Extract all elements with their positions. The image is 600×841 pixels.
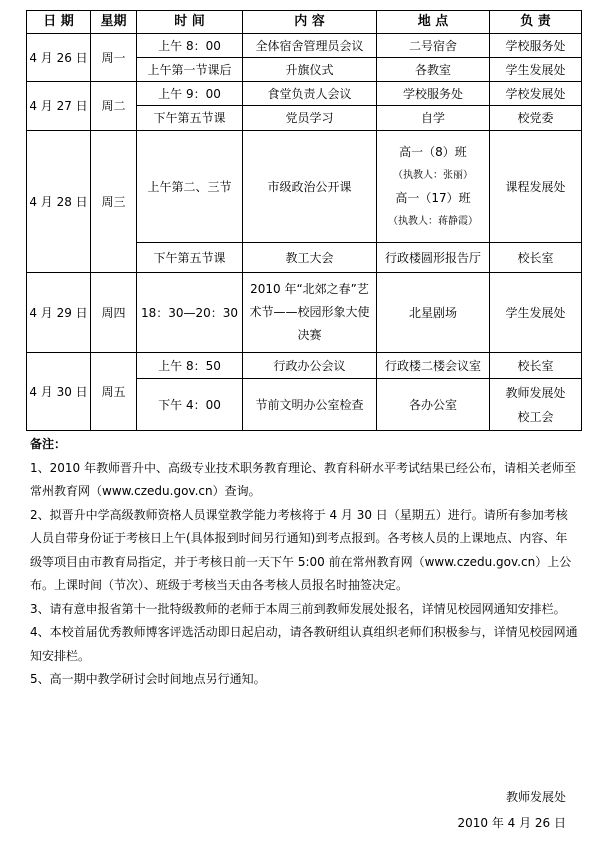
table-row — [27, 273, 582, 353]
table-row — [27, 82, 582, 106]
note-item-5: 5、高一期中教学研讨会时间地点另行通知。 — [30, 672, 266, 686]
place-cell: 学校服务处 — [377, 82, 490, 106]
teacher-note-2: （执教人：蒋静霞） — [388, 215, 478, 227]
time-cell: 上午 8：50 — [137, 353, 243, 379]
date-cell: 4 月 27 日 — [27, 82, 91, 131]
owner-cell: 校长室 — [490, 243, 582, 273]
place-class-2: 高一（17）班 — [395, 190, 471, 205]
owner-cell: 校长室 — [490, 353, 582, 379]
place-cell: 行政楼二楼会议室 — [377, 353, 490, 379]
content-cell: 2010 年“北郊之春”艺术节——校园形象大使决赛 — [243, 273, 377, 353]
content-cell: 行政办公会议 — [243, 353, 377, 379]
place-cell: 各教室 — [377, 58, 490, 82]
note-item-4: 4、本校首届优秀教师博客评选活动即日起启动，请各教研组认真组织老师们积极参与，详情见校园网通知安排栏。 — [30, 625, 578, 663]
weekday-cell: 周二 — [91, 82, 137, 131]
date-cell: 4 月 29 日 — [27, 273, 91, 353]
date-cell: 4 月 26 日 — [27, 34, 91, 82]
teacher-note-1: （执教人：张丽） — [393, 169, 473, 181]
table-row — [27, 353, 582, 379]
content-cell: 节前文明办公室检查 — [243, 379, 377, 431]
notes-title: 备注： — [30, 437, 67, 451]
signature-date: 2010 年 4 月 26 日 — [457, 816, 566, 830]
note-item-2: 2、拟晋升中学高级教师资格人员课堂教学能力考核将于 4 月 30 日（星期五）进行。请所有参加考核人员自带身份证于考核日上午(具体报到时间另行通知)到考点报到。各考核人员的上课地点、内容、年级等项目由市教育局指定，并于考核日前一天下午 5:00 前在常州教育网（www.czedu.gov.cn）上公布。上课时间（节次）、班级于考核当天由各考核人员报名时抽签决定。 — [30, 507, 572, 592]
table-row — [27, 131, 582, 243]
owner-cell: 课程发展处 — [490, 131, 582, 243]
time-cell: 上午第二、三节 — [137, 131, 243, 243]
header-content: 内 容 — [243, 11, 377, 34]
header-place: 地 点 — [377, 11, 490, 34]
signature-department: 教师发展处 — [505, 790, 566, 804]
place-class-1: 高一（8）班 — [399, 144, 467, 159]
place-cell: 二号宿舍 — [377, 34, 490, 58]
date-cell: 4 月 30 日 — [27, 353, 91, 431]
time-cell: 下午第五节课 — [137, 243, 243, 273]
content-cell: 全体宿舍管理员会议 — [243, 34, 377, 58]
content-cell: 教工大会 — [243, 243, 377, 273]
date-cell: 4 月 28 日 — [27, 131, 91, 273]
owner-cell: 学校服务处 — [490, 34, 582, 58]
table-header-row — [27, 11, 582, 34]
table-row — [27, 34, 582, 58]
owner-line-1: 教师发展处 — [505, 385, 566, 400]
owner-cell: 学校发展处 — [490, 82, 582, 106]
time-cell: 上午 8：00 — [137, 34, 243, 58]
place-cell: 各办公室 — [377, 379, 490, 431]
header-date: 日 期 — [27, 11, 91, 34]
place-cell — [377, 131, 490, 243]
place-cell: 自学 — [377, 106, 490, 131]
content-cell: 市级政治公开课 — [243, 131, 377, 243]
weekday-cell: 周五 — [91, 353, 137, 431]
header-weekday: 星期 — [91, 11, 137, 34]
place-cell: 北星剧场 — [377, 273, 490, 353]
time-cell: 下午第五节课 — [137, 106, 243, 131]
header-time: 时 间 — [137, 11, 243, 34]
weekday-cell: 周四 — [91, 273, 137, 353]
note-item-3: 3、请有意申报省第十一批特级教师的老师于本周三前到教师发展处报名，详情见校园网通知安排栏。 — [30, 601, 566, 616]
time-cell: 上午第一节课后 — [137, 58, 243, 82]
owner-cell — [490, 379, 582, 431]
notes-section — [30, 433, 578, 692]
owner-cell: 学生发展处 — [490, 58, 582, 82]
content-cell: 党员学习 — [243, 106, 377, 131]
weekday-cell: 周一 — [91, 34, 137, 82]
owner-cell: 学生发展处 — [490, 273, 582, 353]
time-cell: 上午 9：00 — [137, 82, 243, 106]
owner-cell: 校党委 — [490, 106, 582, 131]
header-owner: 负 责 — [490, 11, 582, 34]
weekday-cell: 周三 — [91, 131, 137, 273]
place-cell: 行政楼圆形报告厅 — [377, 243, 490, 273]
time-cell: 下午 4：00 — [137, 379, 243, 431]
content-cell: 升旗仪式 — [243, 58, 377, 82]
time-cell: 18：30—20：30 — [137, 273, 243, 353]
note-item-1: 1、2010 年教师晋升中、高级专业技术职务教育理论、教育科研水平考试结果已经公布，请相关老师至常州教育网（www.czedu.gov.cn）查询。 — [30, 460, 576, 498]
owner-line-2: 校工会 — [517, 409, 554, 424]
schedule-table — [26, 10, 582, 431]
content-cell: 食堂负责人会议 — [243, 82, 377, 106]
